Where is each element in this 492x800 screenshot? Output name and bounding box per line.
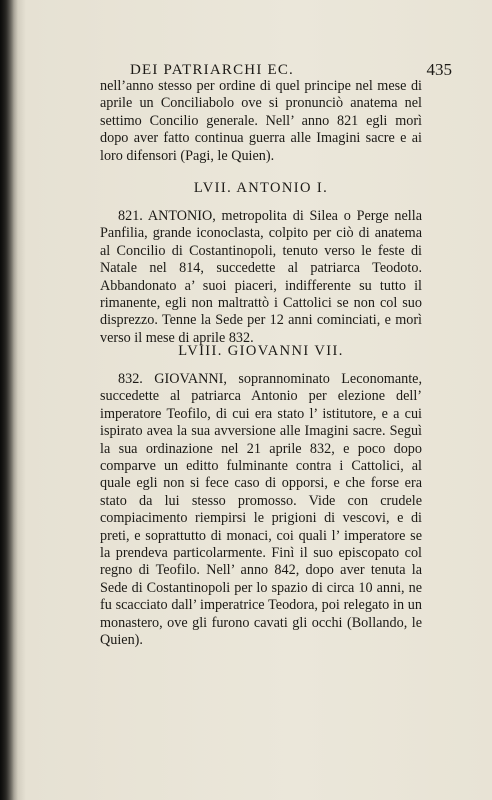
section-heading-antonio: LVII. ANTONIO I. xyxy=(193,180,329,196)
intro-paragraph-block xyxy=(100,78,422,165)
giovanni-text: 832. GIOVANNI, soprannominato Leconomante, succedette al patriarca Antonio per elezione dell’ imperatore Teofilo, di cui era stato l’ istitutore, e a cui ispirato avea la sua avversione alle Imagini sacre. Seguì la sua ordinazione nel 21 aprile 832, e poco dopo comparve un editto fulminante contra i Cattolici, al quale egli non si fece caso di opporsi, e che forse era stato da lui stesso promosso. Vide con crudele compiacimento riempirsi le prigioni di vescovi, e di preti, e soprattutto di monaci, coi quali l’ imperatore se la prendeva particolarmente. Finì il suo episcopato col regno di Teofilo. Nell’ anno 842, dopo aver tenuta la Sede di Costantinopoli per lo spazio di circa 10 anni, ne fu scacciato dall’ imperatrice Teodora, poi relegato in un monastero, ove gli furono cavati gli occhi (Bollando, le Quien). xyxy=(100,371,422,649)
binding-gutter xyxy=(0,0,18,800)
antonio-paragraph-block xyxy=(100,208,422,347)
antonio-paragraph xyxy=(100,208,422,347)
page-number: 435 xyxy=(426,60,452,79)
antonio-text: 821. ANTONIO, metropolita di Silea o Perge nella Panfilia, grande iconoclasta, colpito per ciò di anatema al Concilio di Costantinopoli, tenuto verso le feste di Natale nel 814, succedette al patriarca Teodoto. Abbandonato a’ suoi piaceri, indifferente su tutto il rimanente, egli non maltrattò i Cattolici se non col suo disprezzo. Tenne la Sede per 12 anni cominciati, e morì verso il mese di aprile 832. xyxy=(100,208,422,346)
running-title: DEI PATRIARCHI EC. xyxy=(130,62,294,78)
giovanni-paragraph xyxy=(100,371,422,650)
section-heading-giovanni: LVIII. GIOVANNI VII. xyxy=(178,343,344,359)
intro-paragraph: nell’anno stesso per ordine di quel principe nel mese di aprile un Conciliabolo ove si pronunciò anatema nel settimo Concilio generale. Nell’ anno 821 egli morì dopo aver fatto continua guerra alle Imagini sacre e ai loro difensori (Pagi, le Quien). xyxy=(100,78,422,164)
giovanni-paragraph-block xyxy=(100,371,422,650)
